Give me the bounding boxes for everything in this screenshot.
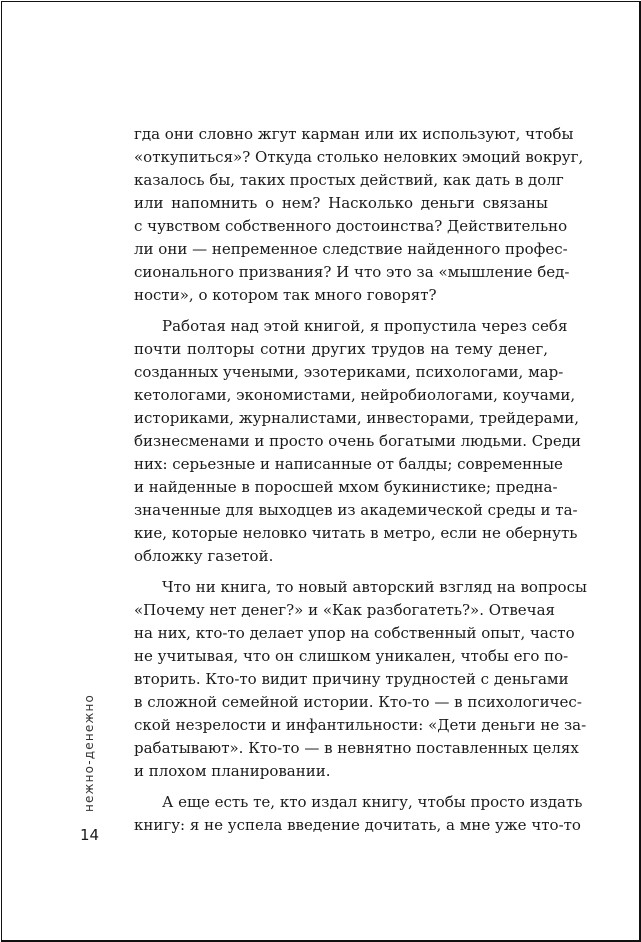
- text-line: в сложной семейной истории. Кто-то — в психологичес-: [134, 693, 582, 711]
- text-line: гда они словно жгут карман или их используют, чтобы: [134, 125, 574, 143]
- text-line: с чувством собственного достоинства? Действительно: [134, 217, 568, 235]
- text-line: созданных учеными, эзотериками, психологами, мар-: [134, 363, 564, 381]
- text-line: ли они — непременное следствие найденного профес-: [134, 240, 568, 258]
- paragraph-1: [134, 123, 584, 307]
- paragraph-2: [134, 315, 581, 568]
- book-page: [1, 1, 641, 942]
- text-line: кетологами, экономистами, нейробиологами, коучами,: [134, 386, 576, 404]
- text-line: почти полторы сотни других трудов на тему денег,: [134, 340, 548, 358]
- text-line: и плохом планировании.: [134, 762, 331, 780]
- paragraph-4: [134, 791, 583, 837]
- page-number: 14: [80, 826, 100, 844]
- text-line: Что ни книга, то новый авторский взгляд на вопросы: [162, 578, 587, 596]
- text-line: не учитывая, что он слишком уникален, чтобы его по-: [134, 647, 569, 665]
- body-text: [134, 123, 587, 845]
- text-line: значенные для выходцев из академической среды и та-: [134, 501, 578, 519]
- text-line: них: серьезные и написанные от балды; современные: [134, 455, 563, 473]
- running-header-vertical: нежно-денежно: [82, 693, 96, 812]
- paragraph-3: [134, 576, 587, 783]
- text-line: казалось бы, таких простых действий, как дать в долг: [134, 171, 564, 189]
- text-line: вторить. Кто-то видит причину трудностей с деньгами: [134, 670, 569, 688]
- text-line: на них, кто-то делает упор на собственный опыт, часто: [134, 624, 575, 642]
- text-line: обложку газетой.: [134, 547, 274, 565]
- text-line: рабатывают». Кто-то — в невнятно поставленных целях: [134, 739, 579, 757]
- text-line: ской незрелости и инфантильности: «Дети деньги не за-: [134, 716, 587, 734]
- text-line: и найденные в поросшей мхом букинистике; предна-: [134, 478, 558, 496]
- text-line: ности», о котором так много говорят?: [134, 286, 437, 304]
- text-line: историками, журналистами, инвесторами, трейдерами,: [134, 409, 580, 427]
- text-line: «Почему нет денег?» и «Как разбогатеть?». Отвечая: [134, 601, 555, 619]
- text-line: или напомнить о нем? Насколько деньги связаны: [134, 194, 548, 212]
- text-line: сионального призвания? И что это за «мышление бед-: [134, 263, 570, 281]
- text-line: бизнесменами и просто очень богатыми людьми. Среди: [134, 432, 581, 450]
- text-line: А еще есть те, кто издал книгу, чтобы просто издать: [162, 793, 583, 811]
- text-line: Работая над этой книгой, я пропустила через себя: [162, 317, 568, 335]
- text-line: книгу: я не успела введение дочитать, а мне уже что-то: [134, 816, 581, 834]
- text-line: кие, которые неловко читать в метро, если не обернуть: [134, 524, 578, 542]
- text-line: «откупиться»? Откуда столько неловких эмоций вокруг,: [134, 148, 584, 166]
